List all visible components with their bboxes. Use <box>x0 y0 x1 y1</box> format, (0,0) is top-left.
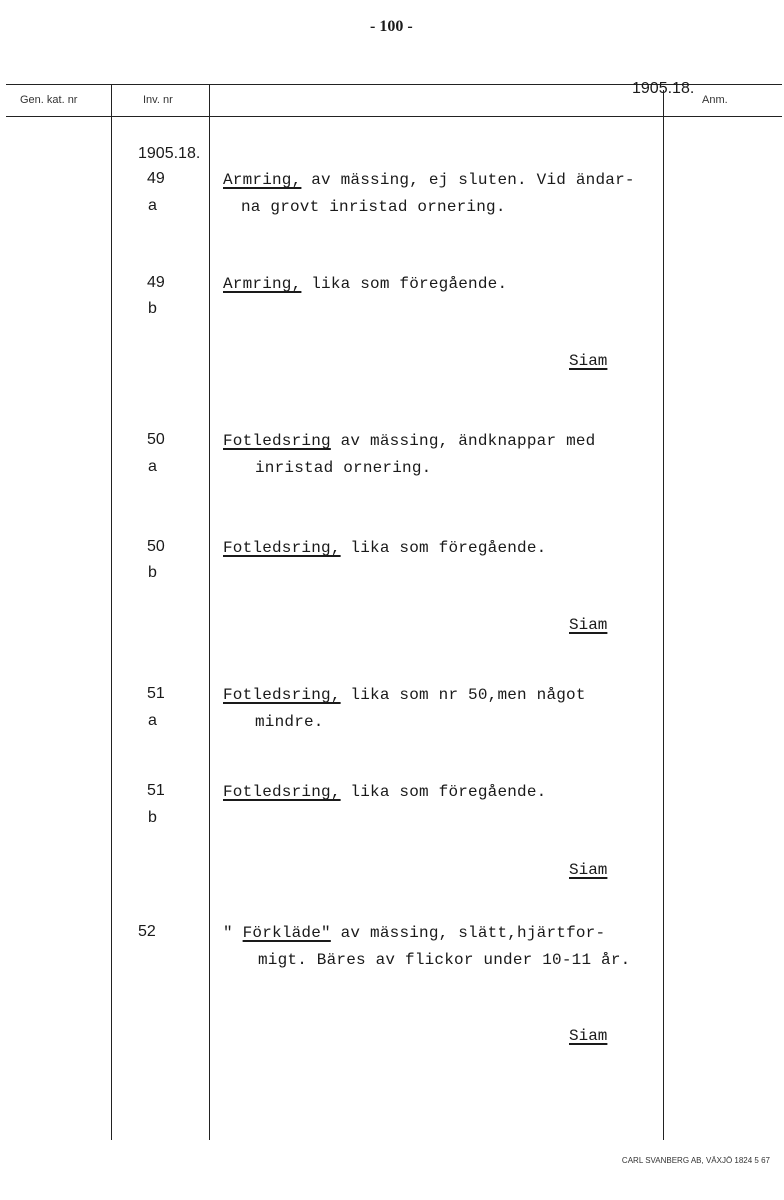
entry-line-2: inristad ornering. <box>255 459 432 477</box>
entry-sub: b <box>148 809 157 826</box>
signature: Siam <box>569 861 608 879</box>
date-heading: 1905.18. <box>138 145 201 162</box>
entry-number: 49 <box>147 274 165 291</box>
entry-text: lika som föregående. <box>340 783 547 801</box>
entry-sub: b <box>148 564 157 581</box>
header-bottom-rule <box>6 116 782 117</box>
entry-term: Förkläde" <box>242 924 331 942</box>
entry-text: av mässing, slätt,hjärtfor- <box>330 924 606 942</box>
page-number: - 100 - <box>370 18 413 35</box>
entry-line-2: mindre. <box>255 713 324 731</box>
entry-sub: a <box>148 197 157 214</box>
entry-line <box>223 171 635 189</box>
signature: Siam <box>569 616 608 634</box>
entry-term: Armring, <box>223 171 302 189</box>
entry-line-2: na grovt inristad ornering. <box>241 198 506 216</box>
entry-text: av mässing, ej sluten. Vid ändar- <box>301 171 635 189</box>
entry-number: 50 <box>147 538 165 555</box>
entry-term: Fotledsring, <box>223 686 341 704</box>
entry-line <box>223 432 595 450</box>
entry-number: 51 <box>147 685 165 702</box>
entry-number: 50 <box>147 431 165 448</box>
entry-term: Fotledsring, <box>223 539 341 557</box>
entry-line <box>223 539 546 557</box>
entry-line <box>223 275 507 293</box>
entry-text: av mässing, ändknappar med <box>330 432 596 450</box>
entry-line <box>223 686 586 704</box>
entry-term: Fotledsring <box>223 432 331 450</box>
printer-mark: CARL SVANBERG AB, VÄXJÖ 1824 5 67 <box>621 1156 770 1165</box>
entry-line-2: migt. Bäres av flickor under 10-11 år. <box>258 951 631 969</box>
header-date: 1905.18. <box>632 80 695 97</box>
column-divider-1 <box>111 84 112 1140</box>
column-divider-3 <box>663 90 664 1140</box>
entry-line <box>223 783 546 801</box>
entry-sub: b <box>148 300 157 317</box>
entry-text: lika som föregående. <box>301 275 508 293</box>
entry-line <box>223 924 605 942</box>
entry-text: lika som föregående. <box>340 539 547 557</box>
entry-term: Armring, <box>223 275 302 293</box>
header-anm: Anm. <box>702 94 728 106</box>
entry-text: lika som nr 50,men något <box>340 686 586 704</box>
header-inv-nr: Inv. nr <box>143 94 173 106</box>
entry-number: 49 <box>147 170 165 187</box>
entry-sub: a <box>148 712 157 729</box>
entry-number: 52 <box>138 923 156 940</box>
signature: Siam <box>569 352 608 370</box>
header-gen-kat-nr: Gen. kat. nr <box>20 94 78 106</box>
entry-quote: " <box>223 924 243 942</box>
signature: Siam <box>569 1027 608 1045</box>
entry-term: Fotledsring, <box>223 783 341 801</box>
entry-number: 51 <box>147 782 165 799</box>
column-divider-2 <box>209 84 210 1140</box>
entry-sub: a <box>148 458 157 475</box>
